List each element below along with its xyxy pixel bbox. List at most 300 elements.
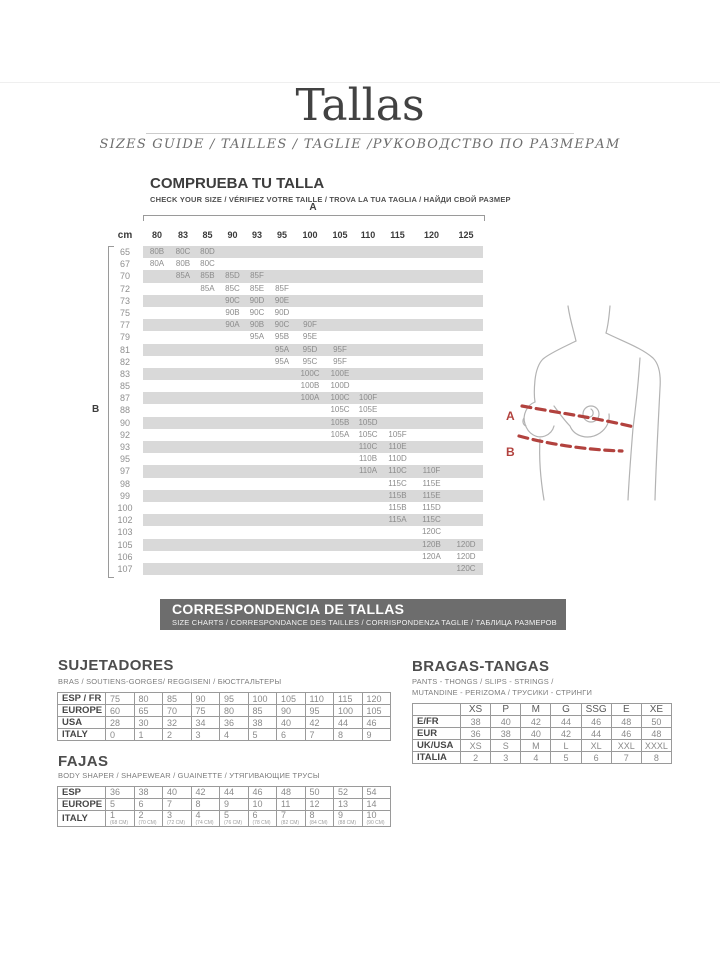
value-cell: 14 [362, 799, 391, 811]
value-cell [106, 811, 135, 827]
size-cell [143, 356, 171, 368]
size-cell [381, 551, 414, 563]
size-cell [195, 526, 220, 538]
size-chart-row [107, 539, 483, 551]
size-cell [195, 307, 220, 319]
size-cell [355, 283, 381, 295]
size-cell: 120A [422, 551, 441, 561]
size-cell [295, 270, 325, 282]
size-cell [449, 380, 483, 392]
size-cell [245, 453, 269, 465]
size-cell [171, 526, 195, 538]
size-cell: 105C [358, 429, 378, 439]
size-cell: 115B [388, 502, 407, 512]
size-cell [220, 441, 245, 453]
size-cell [295, 465, 325, 477]
size-chart-row [107, 478, 483, 490]
underbust-bracket-label: B [92, 404, 100, 415]
size-cell [381, 319, 414, 331]
value-cell: 7 [305, 729, 334, 741]
size-cell [269, 453, 295, 465]
size-cell [355, 319, 381, 331]
table-row [413, 752, 672, 764]
size-cell: 100A [295, 392, 325, 404]
figure-bust-label: A [506, 409, 515, 423]
size-cell [449, 514, 483, 526]
value-cell: 65 [134, 705, 163, 717]
size-cell [143, 344, 171, 356]
size-cell [143, 502, 171, 514]
size-cell: 120D [449, 539, 483, 551]
header-cell: XS [461, 704, 491, 716]
size-cell [171, 502, 195, 514]
size-cell [325, 551, 355, 563]
size-cell [220, 490, 245, 502]
size-cell [381, 258, 414, 270]
size-cell [325, 465, 355, 477]
row-label: E/FR [413, 716, 461, 728]
size-cell [449, 478, 483, 490]
value-cell: M [521, 740, 551, 752]
value-cell: 34 [191, 717, 220, 729]
value-cell: 11 [277, 799, 306, 811]
page-subtitle: SIZES GUIDE / TAILLES / TAGLIE /РУКОВОДСТВО ПО РАЗМЕРАМ [99, 137, 621, 152]
size-cell [195, 441, 220, 453]
value-number: 1 [110, 810, 116, 820]
size-cell [195, 490, 220, 502]
size-cell [269, 478, 295, 490]
banner-title: CORRESPONDENCIA DE TALLAS [172, 601, 405, 617]
size-cell: 80B [175, 259, 191, 269]
size-cell [245, 404, 269, 416]
size-cell [449, 246, 483, 258]
size-cell [143, 539, 171, 551]
value-cell [305, 811, 334, 827]
value-cell: 75 [106, 693, 135, 705]
size-cell: 110D [388, 454, 407, 464]
banner-subtitle: SIZE CHARTS / CORRESPONDANCE DES TAILLES / CORRISPONDENZA TAGLIE / ТАБЛИЦА РАЗМЕРОВ [172, 618, 557, 627]
size-cell [325, 526, 355, 538]
size-cell: 115A [381, 514, 414, 526]
size-cell [295, 478, 325, 490]
value-cell [248, 811, 277, 827]
header-cell: G [551, 704, 581, 716]
size-chart-row [107, 404, 483, 416]
size-cell [245, 526, 269, 538]
row-label: 99 [119, 490, 130, 501]
value-cell: XXXL [641, 740, 671, 752]
size-cell: 85B [195, 270, 220, 282]
size-cell [245, 478, 269, 490]
unit-header: cm [117, 230, 133, 241]
size-cell [295, 441, 325, 453]
size-chart-row [107, 356, 483, 368]
size-chart-row [107, 465, 483, 477]
size-cell [220, 392, 245, 404]
table-row [58, 693, 391, 705]
row-label: 95 [119, 454, 130, 465]
value-number: 4 [195, 810, 201, 820]
size-cell [195, 344, 220, 356]
size-cell: 120C [449, 563, 483, 575]
row-label: 100 [117, 502, 133, 513]
size-cell [195, 417, 220, 429]
size-chart-row [107, 295, 483, 307]
size-cell: 95A [249, 332, 265, 342]
value-cell: 4 [220, 729, 249, 741]
bras-table [57, 692, 391, 741]
value-number: 8 [309, 810, 315, 820]
size-cell [449, 490, 483, 502]
size-cell [143, 465, 171, 477]
size-cell: 80A [149, 259, 165, 269]
size-chart-row [107, 319, 483, 331]
size-cell [195, 478, 220, 490]
size-cell [325, 514, 355, 526]
value-cell: 46 [611, 728, 641, 740]
size-cell [220, 514, 245, 526]
value-cell: 46 [362, 717, 391, 729]
pants-table [412, 703, 672, 764]
value-cell: 8 [334, 729, 363, 741]
size-cell: 90E [269, 295, 295, 307]
size-cell [220, 246, 245, 258]
size-chart-row [107, 246, 483, 258]
size-cell: 100F [355, 392, 381, 404]
size-cell [143, 368, 171, 380]
table-row [58, 811, 391, 827]
value-cell: 48 [641, 728, 671, 740]
size-chart-row [107, 368, 483, 380]
size-cell: 100C [295, 368, 325, 380]
size-cell [195, 453, 220, 465]
size-cell [325, 539, 355, 551]
size-cell [414, 319, 449, 331]
size-cell: 115D [422, 502, 441, 512]
value-cell: 85 [248, 705, 277, 717]
size-cell [414, 344, 449, 356]
value-cell: S [491, 740, 521, 752]
size-cell [245, 246, 269, 258]
table-row [58, 717, 391, 729]
size-cell [220, 417, 245, 429]
size-cell [245, 429, 269, 441]
value-cell [277, 811, 306, 827]
size-cell [414, 429, 449, 441]
row-label: 98 [119, 478, 130, 489]
column-header: 115 [390, 230, 405, 240]
size-cell [245, 356, 269, 368]
shapewear-table [57, 786, 391, 827]
value-cell: 40 [521, 728, 551, 740]
size-cell [269, 490, 295, 502]
size-cell [381, 563, 414, 575]
size-chart-row [107, 417, 483, 429]
size-cell [295, 283, 325, 295]
value-cell: 52 [334, 787, 363, 799]
size-cell: 105B [325, 417, 355, 429]
check-size-subtitle: CHECK YOUR SIZE / VÉRIFIEZ VOTRE TAILLE / TROVA LA TUA TAGLIA / НАЙДИ СВОЙ РАЗМЕР [150, 195, 511, 204]
underbust-measure-line [519, 436, 622, 451]
size-cell [245, 392, 269, 404]
value-cell: 5 [551, 752, 581, 764]
row-label: 87 [119, 393, 130, 404]
figure-underbust-label: B [506, 445, 515, 459]
value-note: (70 CM) [138, 820, 157, 826]
value-cell [220, 811, 249, 827]
size-cell [269, 258, 295, 270]
value-cell: 80 [220, 705, 249, 717]
value-cell [191, 811, 220, 827]
bust-measure-line [522, 406, 634, 427]
size-cell [325, 258, 355, 270]
size-cell [295, 502, 325, 514]
size-cell [171, 392, 195, 404]
size-cell [414, 270, 449, 282]
size-cell [220, 429, 245, 441]
value-note: (76 CM) [224, 820, 243, 826]
size-cell [414, 368, 449, 380]
size-cell [195, 392, 220, 404]
size-cell [325, 283, 355, 295]
value-cell: 115 [334, 693, 363, 705]
size-cell: 80C [171, 246, 195, 258]
size-cell [171, 453, 195, 465]
size-cell [269, 502, 295, 514]
size-cell: 85A [171, 270, 195, 282]
value-note: (74 CM) [195, 820, 214, 826]
value-cell: 2 [163, 729, 192, 741]
value-cell: 44 [581, 728, 611, 740]
size-cell [381, 356, 414, 368]
size-cell [295, 417, 325, 429]
size-cell [269, 368, 295, 380]
value-note: (88 CM) [338, 820, 357, 826]
size-cell [449, 502, 483, 514]
column-header: 90 [227, 230, 238, 240]
size-chart-row [107, 344, 483, 356]
size-cell [245, 441, 269, 453]
size-cell [195, 319, 220, 331]
size-cell [414, 404, 449, 416]
size-cell [414, 356, 449, 368]
size-cell: 115B [381, 490, 414, 502]
row-label: 73 [119, 295, 130, 306]
size-cell [355, 502, 381, 514]
size-cell: 100D [330, 381, 350, 391]
size-cell: 95D [295, 344, 325, 356]
size-cell [414, 331, 449, 343]
size-cell [220, 404, 245, 416]
size-cell: 110C [355, 441, 381, 453]
size-cell: 95C [302, 356, 318, 366]
size-cell [449, 392, 483, 404]
size-cell: 90D [245, 295, 269, 307]
row-label: 106 [117, 551, 133, 562]
size-cell: 90C [220, 295, 245, 307]
size-cell [143, 270, 171, 282]
value-cell: 3 [491, 752, 521, 764]
size-cell [171, 307, 195, 319]
size-cell: 85D [220, 270, 245, 282]
header-cell: M [521, 704, 551, 716]
row-label: 77 [119, 320, 130, 331]
row-label: 88 [119, 405, 130, 416]
size-cell [449, 319, 483, 331]
size-cell [325, 502, 355, 514]
size-cell [220, 380, 245, 392]
column-header: 120 [423, 230, 440, 240]
value-cell: 120 [362, 693, 391, 705]
row-label: 79 [119, 332, 130, 343]
value-cell: 8 [641, 752, 671, 764]
size-cell: 80B [143, 246, 171, 258]
row-label: UK/USA [413, 740, 461, 752]
size-cell: 80D [195, 246, 220, 258]
size-cell: 120C [421, 527, 442, 537]
size-cell [220, 453, 245, 465]
size-chart-row [107, 563, 483, 575]
size-cell [171, 490, 195, 502]
size-cell [245, 490, 269, 502]
table-row [58, 787, 391, 799]
size-cell [325, 331, 355, 343]
size-cell [195, 502, 220, 514]
value-cell: 44 [220, 787, 249, 799]
row-label: 82 [119, 356, 130, 367]
row-label: ITALY [58, 729, 106, 741]
size-cell: 105A [330, 429, 350, 439]
value-cell [134, 811, 163, 827]
size-chart-row [107, 270, 483, 282]
size-cell [245, 258, 269, 270]
size-cell [245, 417, 269, 429]
check-size-title: COMPRUEBA TU TALLA [150, 175, 325, 192]
size-chart-row [107, 514, 483, 526]
row-label: 72 [119, 283, 130, 294]
size-cell [220, 563, 245, 575]
row-label: ESP [58, 787, 106, 799]
value-cell [334, 811, 363, 827]
size-cell [143, 563, 171, 575]
size-cell: 115E [414, 490, 449, 502]
size-cell [381, 344, 414, 356]
size-cell [269, 417, 295, 429]
value-cell: 36 [106, 787, 135, 799]
size-cell: 95B [274, 332, 290, 342]
size-cell [171, 331, 195, 343]
size-cell: 115C [388, 478, 407, 488]
value-cell [362, 811, 391, 827]
row-label: 92 [119, 429, 130, 440]
size-chart-row [107, 380, 483, 392]
size-cell [295, 526, 325, 538]
column-header: 95 [276, 230, 287, 240]
size-cell [295, 258, 325, 270]
size-cell [143, 526, 171, 538]
torso-illustration [490, 278, 720, 502]
size-cell [269, 392, 295, 404]
size-cell: 90C [249, 307, 265, 317]
table-row [413, 740, 672, 752]
size-cell [245, 502, 269, 514]
bras-section-subtitle: BRAS / SOUTIENS-GORGES/ REGGISENI / БЮСТГАЛЬТЕРЫ [58, 677, 282, 686]
value-number: 6 [252, 810, 258, 820]
size-cell [381, 307, 414, 319]
size-cell [295, 514, 325, 526]
size-cell: 110E [381, 441, 414, 453]
size-cell [220, 356, 245, 368]
table-row [58, 799, 391, 811]
size-cell [381, 380, 414, 392]
column-header: 85 [202, 230, 213, 240]
row-label: ITALIA [413, 752, 461, 764]
size-cell [449, 417, 483, 429]
size-cell [195, 563, 220, 575]
size-cell [449, 526, 483, 538]
row-label: 85 [119, 381, 130, 392]
header-cell [413, 704, 461, 716]
torso-outline [523, 306, 660, 500]
size-cell [449, 270, 483, 282]
size-cell: 110C [381, 465, 414, 477]
value-cell: 30 [134, 717, 163, 729]
size-cell [355, 295, 381, 307]
row-label: USA [58, 717, 106, 729]
value-cell: 28 [106, 717, 135, 729]
size-chart-body [107, 246, 483, 575]
size-cell [269, 270, 295, 282]
value-cell: 48 [277, 787, 306, 799]
value-cell: 5 [248, 729, 277, 741]
size-cell [381, 392, 414, 404]
size-cell: 90D [274, 307, 290, 317]
size-cell [195, 368, 220, 380]
size-cell [143, 490, 171, 502]
value-cell: 6 [581, 752, 611, 764]
value-cell: 42 [191, 787, 220, 799]
size-chart-row [107, 526, 483, 538]
value-cell: 9 [220, 799, 249, 811]
value-cell: 10 [248, 799, 277, 811]
size-cell: 90B [245, 319, 269, 331]
value-cell: 6 [134, 799, 163, 811]
size-cell [143, 392, 171, 404]
size-cell [381, 331, 414, 343]
size-cell [143, 319, 171, 331]
value-cell: 85 [163, 693, 192, 705]
size-cell [325, 478, 355, 490]
table-row [58, 729, 391, 741]
shapewear-section-title: FAJAS [58, 753, 109, 770]
row-label: 102 [117, 515, 133, 526]
value-cell: XS [461, 740, 491, 752]
size-cell [414, 307, 449, 319]
shapewear-section-subtitle: BODY SHAPER / SHAPEWEAR / GUAINETTE / УТЯГИВАЮЩИЕ ТРУСЫ [58, 771, 320, 780]
size-cell [195, 514, 220, 526]
size-cell [449, 295, 483, 307]
size-cell [269, 465, 295, 477]
size-cell: 95A [269, 344, 295, 356]
size-cell [414, 283, 449, 295]
size-chart-row [107, 429, 483, 441]
value-cell: 1 [134, 729, 163, 741]
size-cell [143, 453, 171, 465]
size-cell [355, 563, 381, 575]
size-cell: 100B [300, 381, 320, 391]
value-cell: 80 [134, 693, 163, 705]
size-cell [171, 417, 195, 429]
